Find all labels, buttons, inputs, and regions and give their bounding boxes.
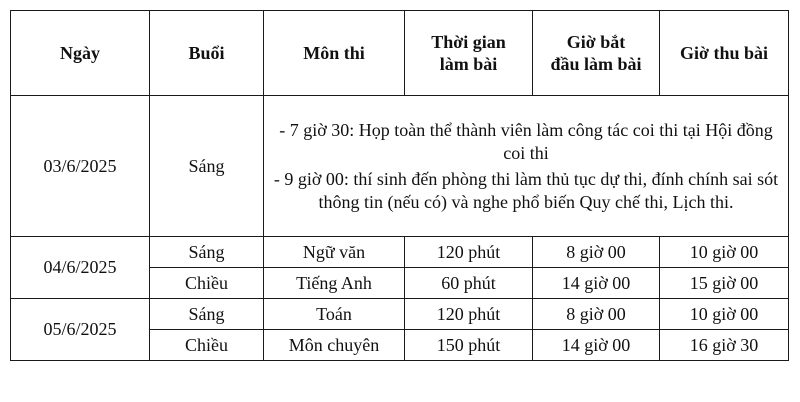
session-buoi: Sáng bbox=[150, 299, 264, 330]
header-ngay: Ngày bbox=[11, 11, 150, 96]
session-thoi-gian: 150 phút bbox=[405, 330, 533, 361]
intro-ngay: 03/6/2025 bbox=[11, 96, 150, 237]
session-thu-bai: 10 giờ 00 bbox=[660, 237, 789, 268]
day-ngay: 04/6/2025 bbox=[11, 237, 150, 299]
session-bat-dau: 14 giờ 00 bbox=[533, 330, 660, 361]
header-gio-bat-dau bbox=[533, 11, 660, 96]
header-gio-bat-dau-line2: đầu làm bài bbox=[550, 54, 642, 74]
table-row bbox=[11, 237, 789, 268]
session-mon-thi: Môn chuyên bbox=[264, 330, 405, 361]
session-thu-bai: 10 giờ 00 bbox=[660, 299, 789, 330]
session-thoi-gian: 120 phút bbox=[405, 237, 533, 268]
session-mon-thi: Tiếng Anh bbox=[264, 268, 405, 299]
header-thoi-gian bbox=[405, 11, 533, 96]
session-mon-thi: Toán bbox=[264, 299, 405, 330]
session-bat-dau: 14 giờ 00 bbox=[533, 268, 660, 299]
intro-notes bbox=[264, 96, 789, 237]
session-mon-thi: Ngữ văn bbox=[264, 237, 405, 268]
session-buoi: Sáng bbox=[150, 237, 264, 268]
exam-schedule-table bbox=[10, 10, 789, 361]
session-bat-dau: 8 giờ 00 bbox=[533, 299, 660, 330]
session-thoi-gian: 120 phút bbox=[405, 299, 533, 330]
intro-buoi: Sáng bbox=[150, 96, 264, 237]
header-thoi-gian-line2: làm bài bbox=[439, 54, 498, 74]
session-thu-bai: 16 giờ 30 bbox=[660, 330, 789, 361]
day-ngay: 05/6/2025 bbox=[11, 299, 150, 361]
session-buoi: Chiều bbox=[150, 268, 264, 299]
session-thu-bai: 15 giờ 00 bbox=[660, 268, 789, 299]
table-row bbox=[11, 299, 789, 330]
header-mon-thi: Môn thi bbox=[264, 11, 405, 96]
header-gio-thu-bai: Giờ thu bài bbox=[660, 11, 789, 96]
intro-note-2: - 9 giờ 00: thí sinh đến phòng thi làm thủ tục dự thi, đính chính sai sót thông tin (nếu có) và nghe phổ biến Quy chế thi, Lịch thi. bbox=[273, 168, 779, 212]
exam-schedule bbox=[10, 10, 788, 394]
header-gio-bat-dau-line1: Giờ bắt bbox=[566, 32, 626, 52]
session-bat-dau: 8 giờ 00 bbox=[533, 237, 660, 268]
session-buoi: Chiều bbox=[150, 330, 264, 361]
session-thoi-gian: 60 phút bbox=[405, 268, 533, 299]
intro-note-1: - 7 giờ 30: Họp toàn thể thành viên làm công tác coi thi tại Hội đồng coi thi bbox=[279, 119, 773, 163]
header-thoi-gian-line1: Thời gian bbox=[431, 32, 506, 52]
header-buoi: Buổi bbox=[150, 11, 264, 96]
header-row bbox=[11, 11, 789, 96]
table-row-intro bbox=[11, 96, 789, 237]
